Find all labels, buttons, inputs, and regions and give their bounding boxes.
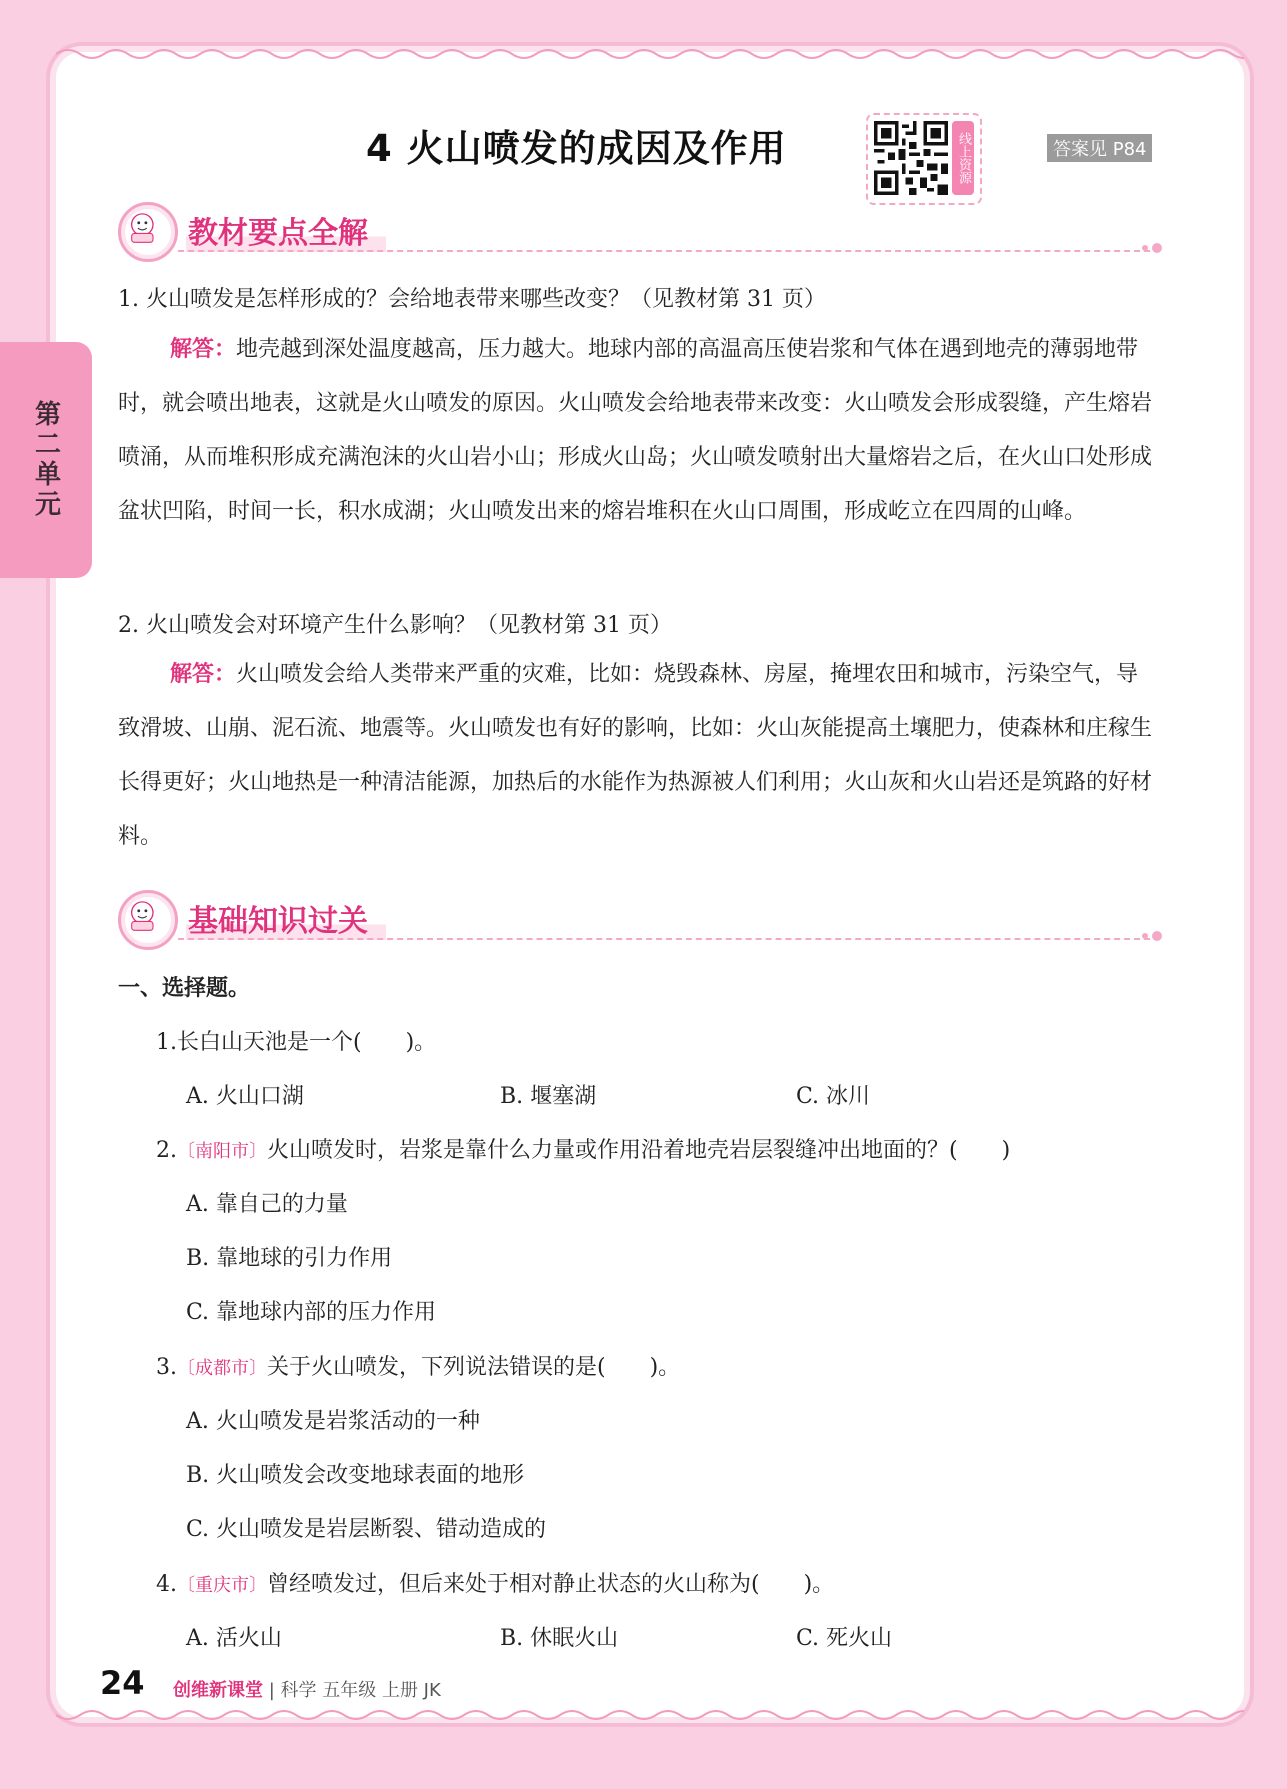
answer-label: 解答：: [170, 662, 237, 687]
cartoon-mascot-icon: [118, 202, 178, 262]
page-number: 24: [100, 1664, 145, 1702]
answer-1: [118, 323, 1158, 539]
lesson-title: 4 火山喷发的成因及作用: [366, 127, 787, 170]
q1-option-a: A. 火山口湖: [186, 1084, 304, 1109]
q4-option-a: A. 活火山: [186, 1626, 282, 1651]
online-resource-label: 线上资源: [952, 121, 974, 195]
q4-option-b: B. 休眠火山: [500, 1626, 619, 1651]
q3-option-b: B. 火山喷发会改变地球表面的地形: [186, 1463, 525, 1488]
choice-section-heading: 一、选择题。: [118, 976, 251, 1001]
brand-name: 创维新课堂: [173, 1680, 263, 1701]
bottom-wave-border: [56, 1709, 1244, 1725]
choice-question-4: 4.〔重庆市〕曾经喷发过，但后来处于相对静止状态的火山称为( )。: [156, 1572, 835, 1597]
unit-side-tab: [0, 342, 92, 578]
dots-decoration-icon: [1140, 240, 1166, 256]
q3-option-c: C. 火山喷发是岩层断裂、错动造成的: [186, 1517, 547, 1542]
section-header-basics: [118, 890, 1158, 946]
answer-2-text: 火山喷发会给人类带来严重的灾难，比如：烧毁森林、房屋，掩埋农田和城市，污染空气，导致滑坡、山崩、泥石流、地震等。火山喷发也有好的影响，比如：火山灰能提高土壤肥力，使森林和庄稼生长得更好；火山地热是一种清洁能源，加热后的水能作为热源被人们利用；火山灰和火山岩还是筑路的好材料。: [118, 662, 1153, 849]
top-wave-border: [56, 44, 1244, 60]
question-2-heading: 2. 火山喷发会对环境产生什么影响？（见教材第 31 页）: [118, 613, 672, 638]
region-tag: 〔重庆市〕: [177, 1575, 267, 1596]
online-resource-box[interactable]: [866, 113, 982, 205]
q2-option-c: C. 靠地球内部的压力作用: [186, 1300, 437, 1325]
q2-option-a: A. 靠自己的力量: [186, 1192, 348, 1217]
dots-decoration-icon: [1140, 928, 1166, 944]
question-1-heading: 1. 火山喷发是怎样形成的？会给地表带来哪些改变？（见教材第 31 页）: [118, 287, 826, 312]
q3-option-a: A. 火山喷发是岩浆活动的一种: [186, 1409, 480, 1434]
q4-option-c: C. 死火山: [796, 1626, 893, 1651]
q1-option-c: C. 冰川: [796, 1084, 871, 1109]
choice-question-2: 2.〔南阳市〕火山喷发时，岩浆是靠什么力量或作用沿着地壳岩层裂缝冲出地面的？( ): [156, 1138, 1011, 1163]
cartoon-mascot-icon: [118, 890, 178, 950]
section-title: 教材要点全解: [186, 208, 386, 252]
region-tag: 〔南阳市〕: [177, 1141, 267, 1162]
region-tag: 〔成都市〕: [177, 1358, 267, 1379]
footer-book-info: 创维新课堂 | 科学 五年级 上册 JK: [173, 1680, 441, 1701]
q1-option-b: B. 堰塞湖: [500, 1084, 597, 1109]
section-header-key-points: [118, 202, 1158, 258]
answer-1-text: 地壳越到深处温度越高，压力越大。地球内部的高温高压使岩浆和气体在遇到地壳的薄弱地带时，就会喷出地表，这就是火山喷发的原因。火山喷发会给地表带来改变：火山喷发会形成裂缝，产生熔岩喷涌，从而堆积形成充满泡沫的火山岩小山；形成火山岛；火山喷发喷射出大量熔岩之后，在火山口处形成盆状凹陷，时间一长，积水成湖；火山喷发出来的熔岩堆积在火山口周围，形成屹立在四周的山峰。: [118, 337, 1153, 524]
book-info: 科学 五年级 上册 JK: [280, 1680, 441, 1701]
answer-label: 解答：: [170, 337, 237, 362]
choice-question-1: 1.长白山天池是一个( )。: [156, 1030, 437, 1055]
answer-reference-badge: 答案见 P84: [1047, 134, 1152, 162]
qr-code-icon[interactable]: [874, 121, 948, 195]
section-divider: [178, 938, 1150, 940]
section-divider: [178, 250, 1150, 252]
q2-option-b: B. 靠地球的引力作用: [186, 1246, 393, 1271]
unit-label: 第二单元: [30, 400, 61, 520]
answer-2: [118, 648, 1158, 864]
choice-question-3: 3.〔成都市〕关于火山喷发，下列说法错误的是( )。: [156, 1355, 681, 1380]
section-title: 基础知识过关: [186, 896, 386, 940]
